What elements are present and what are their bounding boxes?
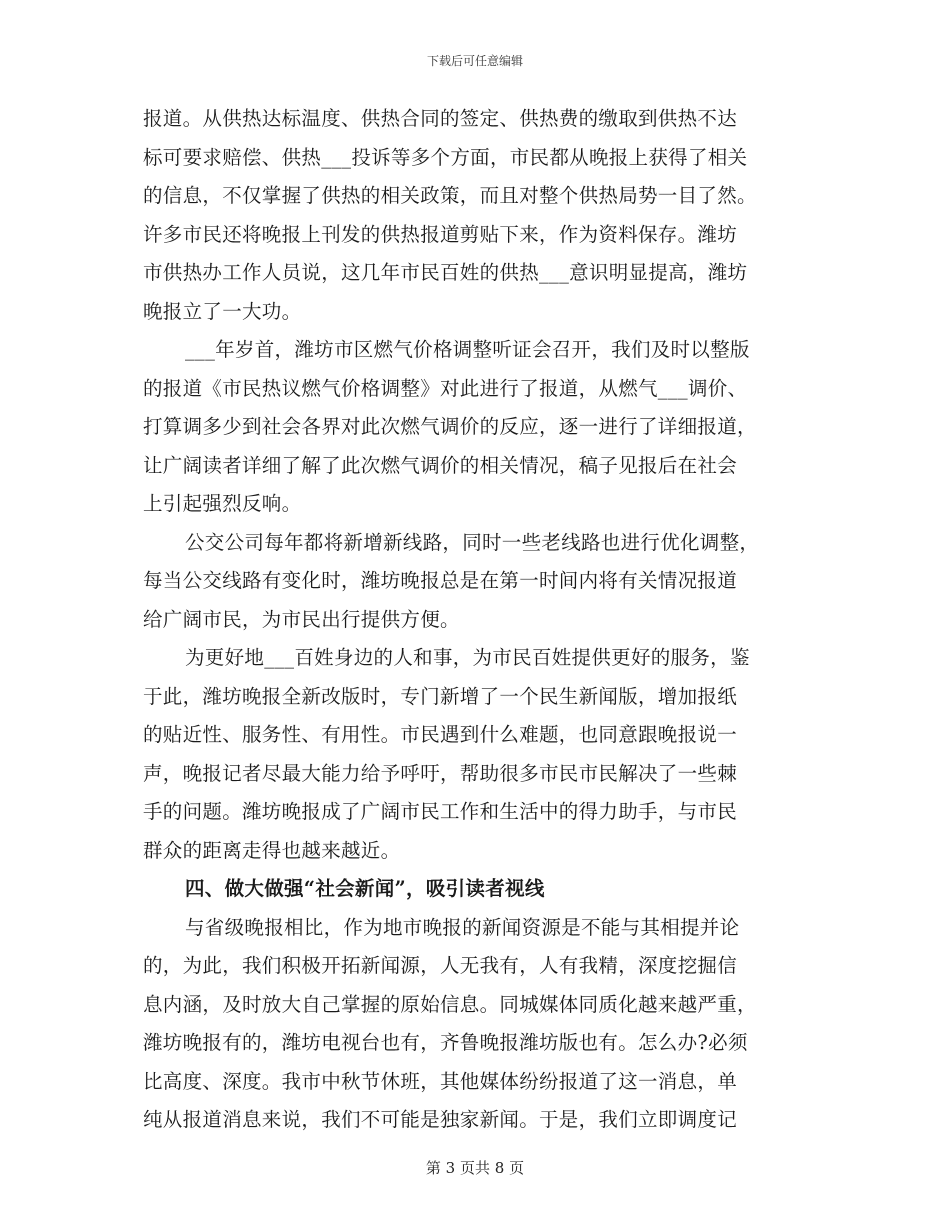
text-line: 让广阔读者详细了解了此次燃气调价的相关情况，稿子见报后在社会	[143, 453, 738, 477]
text-line: 于此，潍坊晚报全新改版时，专门新增了一个民生新闻版，增加报纸	[143, 684, 738, 708]
text-line: 每当公交线路有变化时，潍坊晚报总是在第一时间内将有关情况报道	[143, 569, 738, 592]
text-line: 潍坊晚报有的，潍坊电视台也有，齐鲁晚报潍坊版也有。怎么办?必须	[143, 1031, 748, 1054]
text-line: 上引起强烈反响。	[143, 492, 302, 515]
text-line: 息内涵，及时放大自己掌握的原始信息。同城媒体同质化越来越严重，	[143, 992, 757, 1016]
text-line: 公交公司每年都将新增新线路，同时一些老线路也进行优化调整，	[185, 530, 760, 554]
page-header: 下载后可任意编辑	[426, 54, 523, 68]
document-body	[143, 100, 811, 1140]
section-heading: 四、做大做强“社会新闻”，吸引读者视线	[185, 877, 545, 900]
text-line: 为更好地___百姓身边的人和事，为市民百姓提供更好的服务，鉴	[185, 646, 750, 669]
text-line: 的，为此，我们积极开拓新闻源，人无我有，人有我精，深度挖掘信	[143, 954, 738, 977]
text-line: ___年岁首，潍坊市区燃气价格调整听证会召开，我们及时以整版	[185, 338, 750, 361]
text-line: 与省级晚报相比，作为地市晚报的新闻资源是不能与其相提并论	[185, 915, 740, 939]
text-line: 许多市民还将晚报上刊发的供热报道剪贴下来，作为资料保存。潍坊	[143, 222, 738, 246]
text-line: 群众的距离走得也越来越近。	[143, 838, 401, 862]
text-line: 比高度、深度。我市中秋节休班，其他媒体纷纷报道了这一消息，单	[143, 1069, 738, 1093]
text-line: 标可要求赔偿、供热___投诉等多个方面，市民都从晚报上获得了相关	[143, 145, 748, 169]
text-line: 的信息，不仅掌握了供热的相关政策，而且对整个供热局势一目了然。	[143, 184, 757, 207]
text-line: 市供热办工作人员说，这几年市民百姓的供热___意识明显提高，潍坊	[143, 261, 748, 284]
page-number-footer: 第 3 页共 8 页	[425, 1159, 525, 1177]
text-line: 纯从报道消息来说，我们不可能是独家新闻。于是，我们立即调度记	[143, 1108, 738, 1131]
text-line: 的贴近性、服务性、有用性。市民遇到什么难题，也同意跟晚报说一	[143, 723, 738, 746]
text-line: 晚报立了一大功。	[143, 299, 302, 323]
text-line: 打算调多少到社会各界对此次燃气调价的反应，逐一进行了详细报道，	[143, 415, 757, 438]
text-line: 声，晚报记者尽最大能力给予呼吁，帮助很多市民市民解决了一些棘	[143, 761, 738, 785]
text-line: 给广阔市民，为市民出行提供方便。	[143, 607, 460, 631]
text-line: 报道。从供热达标温度、供热合同的签定、供热费的缴取到供热不达	[143, 107, 738, 130]
text-line: 手的问题。潍坊晚报成了广阔市民工作和生活中的得力助手，与市民	[143, 800, 738, 823]
text-line: 的报道《市民热议燃气价格调整》对此进行了报道，从燃气___调价、	[143, 376, 748, 400]
